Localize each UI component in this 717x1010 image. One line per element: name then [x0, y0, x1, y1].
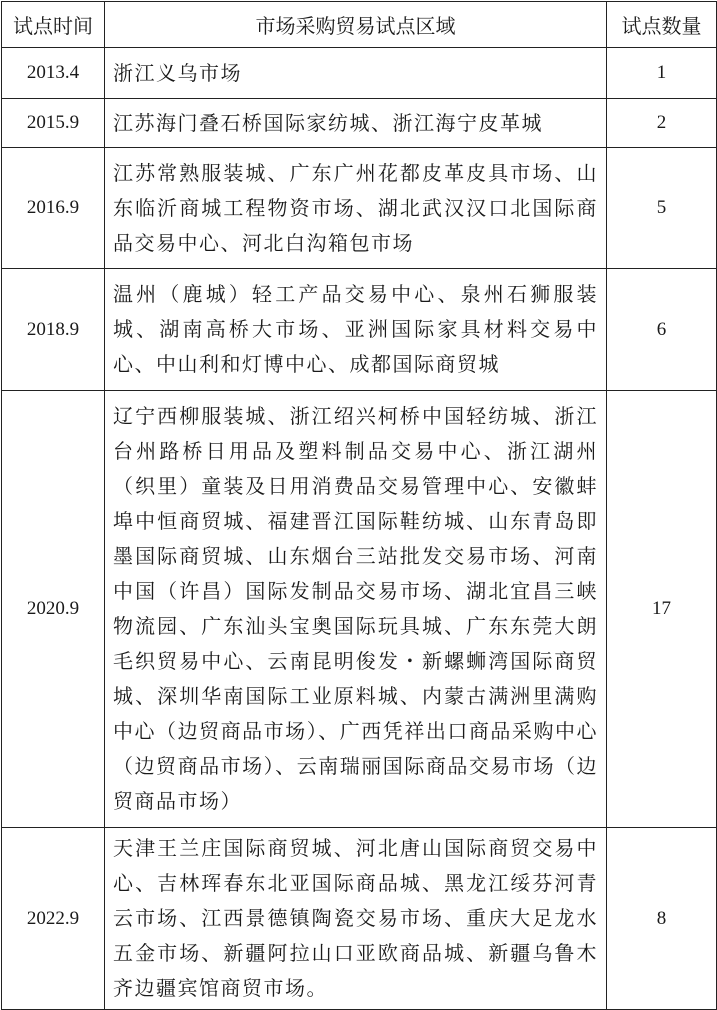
header-date: 试点时间: [2, 2, 105, 48]
row-area: 天津王兰庄国际商贸城、河北唐山国际商贸交易中心、吉林珲春东北亚国际商品城、黑龙江绥芬河青云市场、江西景德镇陶瓷交易市场、重庆大足龙水五金市场、新疆阿拉山口亚欧商品城、新疆乌鲁木齐边疆宾馆商贸市场。: [105, 828, 607, 1010]
row-area: 温州（鹿城）轻工产品交易中心、泉州石狮服装城、湖南高桥大市场、亚洲国际家具材料交易中心、中山利和灯博中心、成都国际商贸城: [105, 269, 607, 391]
row-count: 2: [607, 99, 717, 148]
row-date: 2013.4: [2, 48, 105, 99]
table-row: [2, 828, 717, 1010]
row-date: 2022.9: [2, 828, 105, 1010]
row-date: 2018.9: [2, 269, 105, 391]
table-row: [2, 99, 717, 148]
row-area: 辽宁西柳服装城、浙江绍兴柯桥中国轻纺城、浙江台州路桥日用品及塑料制品交易中心、浙江湖州（织里）童装及日用消费品交易管理中心、安徽蚌埠中恒商贸城、福建晋江国际鞋纺城、山东青岛即墨国际商贸城、山东烟台三站批发交易市场、河南中国（许昌）国际发制品交易市场、湖北宜昌三峡物流园、广东汕头宝奥国际玩具城、广东东莞大朗毛织贸易中心、云南昆明俊发・新螺蛳湾国际商贸城、深圳华南国际工业原料城、内蒙古满洲里满购中心（边贸商品市场）、广西凭祥出口商品采购中心（边贸商品市场）、云南瑞丽国际商品交易市场（边贸商品市场）: [105, 391, 607, 828]
header-count: 试点数量: [607, 2, 717, 48]
table-header-row: [2, 2, 717, 48]
row-count: 6: [607, 269, 717, 391]
row-date: 2020.9: [2, 391, 105, 828]
row-area: 江苏海门叠石桥国际家纺城、浙江海宁皮革城: [105, 99, 607, 148]
header-area: 市场采购贸易试点区域: [105, 2, 607, 48]
row-count: 1: [607, 48, 717, 99]
pilot-zones-table: [1, 1, 717, 1010]
table-row: [2, 269, 717, 391]
row-area: 江苏常熟服装城、广东广州花都皮革皮具市场、山东临沂商城工程物资市场、湖北武汉汉口北国际商品交易中心、河北白沟箱包市场: [105, 148, 607, 269]
row-date: 2016.9: [2, 148, 105, 269]
row-count: 17: [607, 391, 717, 828]
row-area: 浙江义乌市场: [105, 48, 607, 99]
table-row: [2, 148, 717, 269]
table-row: [2, 48, 717, 99]
row-date: 2015.9: [2, 99, 105, 148]
table-row: [2, 391, 717, 828]
row-count: 5: [607, 148, 717, 269]
row-count: 8: [607, 828, 717, 1010]
